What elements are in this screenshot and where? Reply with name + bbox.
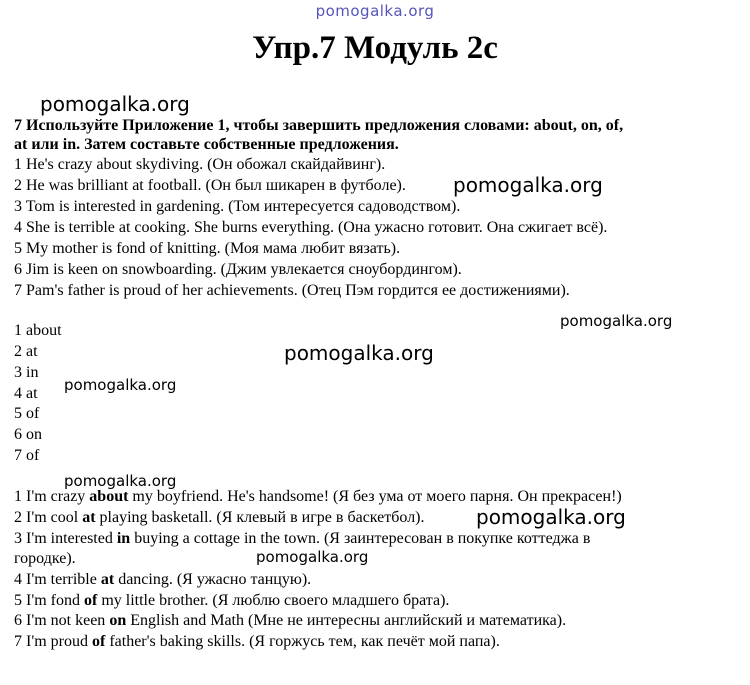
sentence-7: 7 Pam's father is proud of her achievements. (Отец Пэм гордится ее достижениями). xyxy=(14,282,570,299)
own-text: dancing. (Я ужасно танцую). xyxy=(114,571,312,588)
answer-6: 6 on xyxy=(14,426,42,443)
answer-7: 7 of xyxy=(14,447,40,464)
own-keyword: in xyxy=(116,530,131,547)
own-text: городке). xyxy=(14,550,76,567)
own-sentence-5 xyxy=(14,592,449,610)
page-title: Упр.7 Модуль 2с xyxy=(252,30,498,66)
own-text: English and Math (Мне не интересны английский и математика). xyxy=(126,612,567,629)
own-keyword: on xyxy=(109,612,127,629)
own-text: my little brother. (Я люблю своего младшего брата). xyxy=(97,592,450,609)
own-text: 7 I'm proud xyxy=(14,633,92,650)
watermark: pomogalka.org xyxy=(476,505,626,529)
own-text: 4 I'm terrible xyxy=(14,571,101,588)
sentence-6: 6 Jim is keen on snowboarding. (Джим увлекается сноубордингом). xyxy=(14,261,462,278)
answer-5: 5 of xyxy=(14,405,40,422)
task-text-line-2: at или in. Затем составьте собственные предложения. xyxy=(14,136,399,153)
own-sentence-2 xyxy=(14,509,425,527)
sentence-5: 5 My mother is fond of knitting. (Моя мама любит вязать). xyxy=(14,240,401,257)
watermark: pomogalka.org xyxy=(256,548,369,566)
own-keyword: of xyxy=(83,592,98,609)
watermark: pomogalka.org xyxy=(453,173,603,197)
own-text: buying a cottage in the town. (Я заинтересован в покупке коттеджа в xyxy=(130,530,591,547)
own-keyword: at xyxy=(82,509,96,526)
own-sentence-3-cont xyxy=(14,550,76,568)
own-text: 1 I'm crazy xyxy=(14,488,90,505)
watermark: pomogalka.org xyxy=(64,472,177,490)
answer-2: 2 at xyxy=(14,343,38,360)
answer-1: 1 about xyxy=(14,322,62,339)
own-sentence-4 xyxy=(14,571,311,589)
task-text-line-1: 7 Используйте Приложение 1, чтобы завершить предложения словами: about, on, of, xyxy=(14,117,624,134)
own-keyword: about xyxy=(89,488,129,505)
own-sentence-1 xyxy=(14,488,622,506)
sentence-4: 4 She is terrible at cooking. She burns everything. (Она ужасно готовит. Она сжигает всё). xyxy=(14,219,608,236)
own-text: my boyfriend. He's handsome! (Я без ума от моего парня. Он прекрасен!) xyxy=(128,488,622,505)
answer-4: 4 at xyxy=(14,385,38,402)
sentence-2: 2 He was brilliant at football. (Он был шикарен в футболе). xyxy=(14,177,406,194)
answer-3: 3 in xyxy=(14,364,39,381)
own-text: father's baking skills. (Я горжусь тем, как печёт мой папа). xyxy=(105,633,500,650)
own-text: 3 I'm interested xyxy=(14,530,117,547)
own-sentence-3 xyxy=(14,530,590,548)
own-text: 2 I'm cool xyxy=(14,509,83,526)
sentence-3: 3 Tom is interested in gardening. (Том интересуется садоводством). xyxy=(14,198,461,215)
watermark: pomogalka.org xyxy=(64,376,177,394)
own-sentence-7 xyxy=(14,633,500,651)
own-keyword: at xyxy=(100,571,115,588)
sentence-1: 1 He's crazy about skydiving. (Он обожал скайдайвинг). xyxy=(14,156,386,173)
own-text: 6 I'm not keen xyxy=(14,612,110,629)
watermark: pomogalka.org xyxy=(40,92,190,116)
watermark: pomogalka.org xyxy=(284,341,434,365)
own-text: playing basketall. (Я клевый в игре в баскетбол). xyxy=(95,509,425,526)
own-keyword: of xyxy=(91,633,106,650)
own-text: 5 I'm fond xyxy=(14,592,84,609)
own-sentence-6 xyxy=(14,612,566,630)
watermark: pomogalka.org xyxy=(560,312,673,330)
watermark-top: pomogalka.org xyxy=(315,2,435,20)
